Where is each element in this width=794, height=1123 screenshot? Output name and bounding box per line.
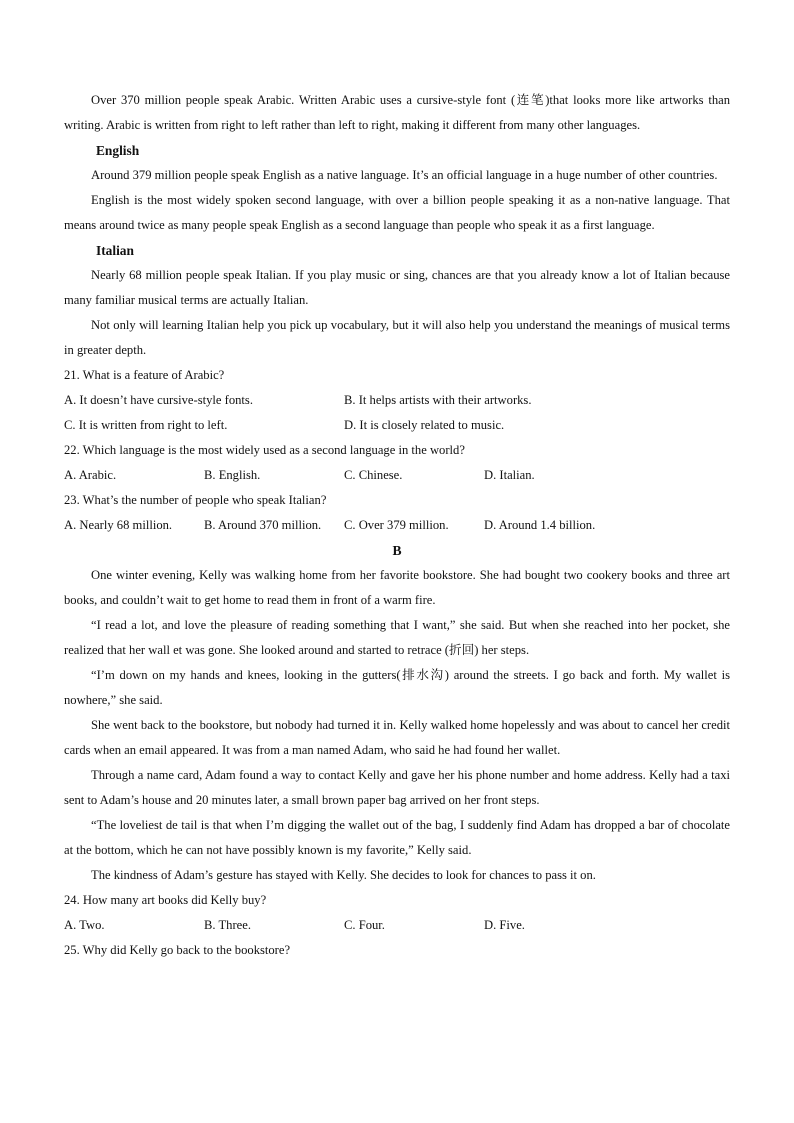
question-24-option-a: A. Two.	[64, 918, 105, 932]
italian-heading: Italian	[96, 243, 134, 258]
question-24-option-d: D. Five.	[484, 918, 525, 932]
question-23-option-b: B. Around 370 million.	[204, 518, 322, 532]
question-22-options	[64, 463, 730, 488]
question-21-option-a: A. It doesn’t have cursive-style fonts.	[64, 393, 253, 407]
passage-b-paragraph-3: “I’m down on my hands and knees, looking in the gutters(排水沟) around the streets. I go back and forth. My wallet is nowhere,” she said.	[64, 668, 730, 707]
question-22-option-b: B. English.	[204, 468, 261, 482]
question-23-option-d: D. Around 1.4 billion.	[484, 518, 596, 532]
question-21-stem: 21. What is a feature of Arabic?	[64, 368, 225, 382]
passage-b-paragraph-1: One winter evening, Kelly was walking home from her favorite bookstore. She had bought two cookery books and three art books, and couldn’t wait to get home to read them in front of a warm fire.	[64, 568, 730, 607]
english-heading: English	[96, 143, 140, 158]
question-22-option-c: C. Chinese.	[344, 468, 403, 482]
question-23-stem: 23. What’s the number of people who speak Italian?	[64, 493, 327, 507]
english-paragraph-1: Around 379 million people speak English as a native language. It’s an official language in a huge number of other countries.	[91, 168, 718, 182]
italian-paragraph-1: Nearly 68 million people speak Italian. If you play music or sing, chances are that you already know a lot of Italian because many familiar musical terms are actually Italian.	[64, 268, 730, 307]
question-23-option-a: A. Nearly 68 million.	[64, 518, 173, 532]
section-b-title: B	[392, 543, 402, 558]
question-24-stem: 24. How many art books did Kelly buy?	[64, 893, 267, 907]
passage-b-paragraph-5: Through a name card, Adam found a way to contact Kelly and gave her his phone number and home address. Kelly had a taxi sent to Adam’s house and 20 minutes later, a small brown paper bag arrived on her front steps.	[64, 768, 730, 807]
passage-b-paragraph-4: She went back to the bookstore, but nobody had turned it in. Kelly walked home hopelessly and was about to cancel her credit cards when an email appeared. It was from a man named Adam, who said he had found her wallet.	[64, 718, 730, 757]
question-25-stem: 25. Why did Kelly go back to the bookstore?	[64, 943, 291, 957]
question-21-option-c: C. It is written from right to left.	[64, 418, 228, 432]
question-23-options	[64, 513, 730, 538]
exam-page	[64, 88, 730, 963]
question-22-option-d: D. Italian.	[484, 468, 535, 482]
passage-b-paragraph-7: The kindness of Adam’s gesture has stayed with Kelly. She decides to look for chances to pass it on.	[91, 868, 596, 882]
question-22-option-a: A. Arabic.	[64, 468, 117, 482]
question-21-options-row-1	[64, 388, 730, 413]
passage-b-paragraph-2: “I read a lot, and love the pleasure of reading something that I want,” she said. But when she reached into her pocket, she realized that her wall et was gone. She looked around and started to retrace (折回) her steps.	[64, 618, 730, 657]
question-21-option-d: D. It is closely related to music.	[344, 418, 505, 432]
question-24-option-c: C. Four.	[344, 918, 385, 932]
arabic-paragraph: Over 370 million people speak Arabic. Written Arabic uses a cursive-style font (连笔)that looks more like artworks than writing. Arabic is written from right to left rather than left to right, making it different from many other languages.	[64, 93, 730, 132]
italian-paragraph-2: Not only will learning Italian help you pick up vocabulary, but it will also help you understand the meanings of musical terms in greater depth.	[64, 318, 730, 357]
passage-b-paragraph-6: “The loveliest de tail is that when I’m digging the wallet out of the bag, I suddenly find Adam has dropped a bar of chocolate at the bottom, which he can not have possibly known is my favorite,” Kelly said.	[64, 818, 730, 857]
question-21-option-b: B. It helps artists with their artworks.	[344, 393, 532, 407]
question-21-options-row-2	[64, 413, 730, 438]
english-paragraph-2: English is the most widely spoken second language, with over a billion people speaking it as a non-native language. That means around twice as many people speak English as a second language than people who speak it as a first language.	[64, 193, 730, 232]
question-24-options	[64, 913, 730, 938]
question-22-stem: 22. Which language is the most widely used as a second language in the world?	[64, 443, 465, 457]
question-24-option-b: B. Three.	[204, 918, 251, 932]
question-23-option-c: C. Over 379 million.	[344, 518, 449, 532]
